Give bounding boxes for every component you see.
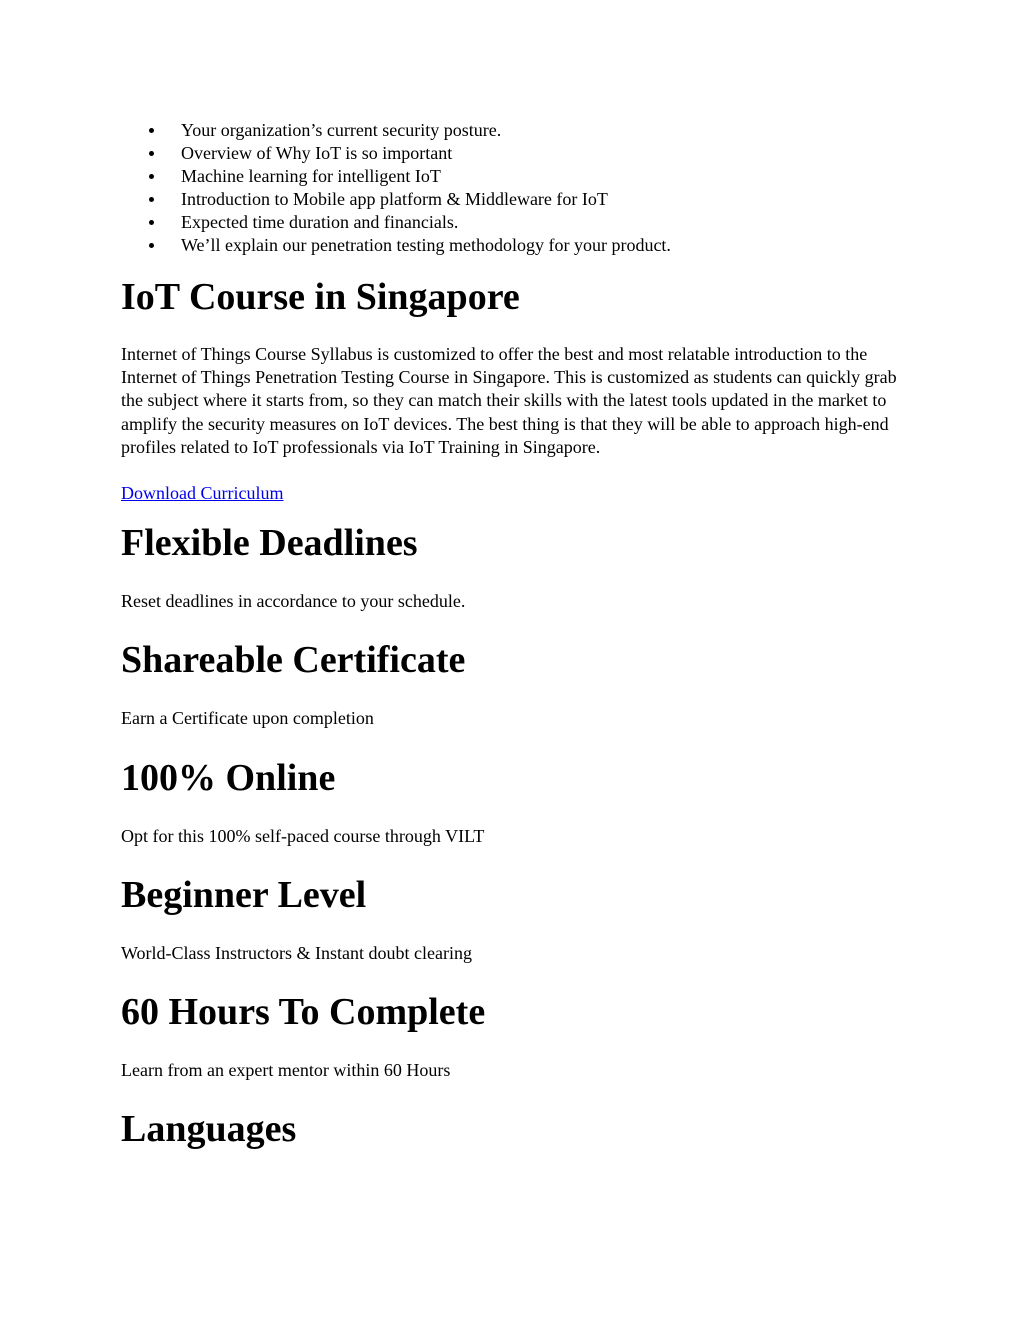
bullet-dot-icon xyxy=(149,220,154,225)
flexible-deadlines-heading: Flexible Deadlines xyxy=(121,522,418,565)
shareable-certificate-text: Earn a Certificate upon completion xyxy=(121,708,374,729)
bullet-text: We’ll explain our penetration testing methodology for your product. xyxy=(181,235,671,255)
bullet-text: Introduction to Mobile app platform & Middleware for IoT xyxy=(181,189,608,209)
bullet-dot-icon xyxy=(149,151,154,156)
bullet-text: Overview of Why IoT is so important xyxy=(181,143,453,163)
bullet-item xyxy=(121,211,906,234)
bullet-text: Machine learning for intelligent IoT xyxy=(181,166,441,186)
hours-text: Learn from an expert mentor within 60 Hours xyxy=(121,1060,451,1081)
course-heading: IoT Course in Singapore xyxy=(121,276,520,318)
languages-heading: Languages xyxy=(121,1108,297,1151)
document-page xyxy=(121,119,906,1151)
bullet-text: Expected time duration and financials. xyxy=(181,212,459,232)
bullet-dot-icon xyxy=(149,174,154,179)
hours-heading: 60 Hours To Complete xyxy=(121,991,486,1034)
beginner-level-text: World-Class Instructors & Instant doubt clearing xyxy=(121,942,472,963)
bullet-item xyxy=(121,165,906,188)
bullet-item xyxy=(121,142,906,165)
bullet-dot-icon xyxy=(149,197,154,202)
online-text: Opt for this 100% self-paced course through VILT xyxy=(121,825,485,846)
curriculum-link-wrapper xyxy=(121,482,906,505)
bullet-item xyxy=(121,119,906,142)
flexible-deadlines-text: Reset deadlines in accordance to your schedule. xyxy=(121,591,466,612)
bullet-dot-icon xyxy=(149,128,154,133)
bullet-text: Your organization’s current security posture. xyxy=(181,120,502,140)
beginner-level-heading: Beginner Level xyxy=(121,873,367,916)
online-heading: 100% Online xyxy=(121,756,336,799)
bullet-item xyxy=(121,234,906,257)
topic-bullet-list xyxy=(121,119,906,257)
bullet-item xyxy=(121,188,906,211)
course-paragraph: Internet of Things Course Syllabus is customized to offer the best and most relatable introduction to the Internet of Things Penetration Testing Course in Singapore. This is customized as students can quickly grab the subject where it starts from, so they can match their skills with the latest tools updated in the market to amplify the security measures on IoT devices. The best thing is that they will be able to approach high-end profiles related to IoT professionals via IoT Training in Singapore. xyxy=(121,344,897,457)
bullet-dot-icon xyxy=(149,243,154,248)
shareable-certificate-heading: Shareable Certificate xyxy=(121,639,466,682)
download-curriculum-link[interactable]: Download Curriculum xyxy=(121,483,284,504)
